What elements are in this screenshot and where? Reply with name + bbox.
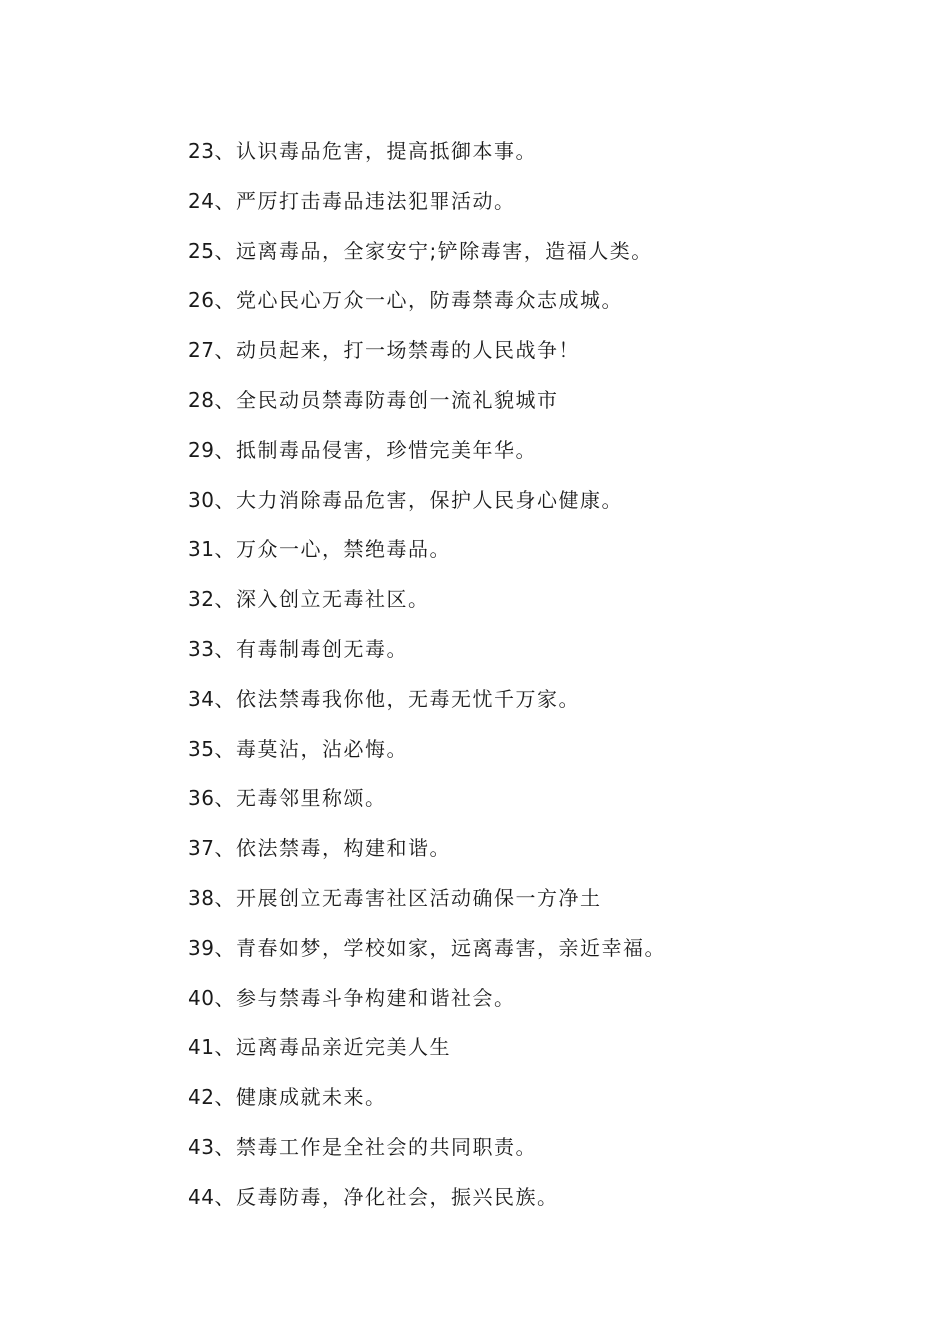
list-item [188, 184, 666, 234]
list-item [188, 1080, 666, 1130]
item-text: 党心民心万众一心，防毒禁毒众志成城。 [235, 288, 623, 313]
item-number: 30 [188, 487, 215, 512]
item-text: 动员起来，打一场禁毒的人民战争！ [235, 338, 580, 363]
item-text: 抵制毒品侵害，珍惜完美年华。 [235, 437, 537, 462]
item-text: 开展创立无毒害社区活动确保一方净土 [235, 885, 602, 910]
item-separator: 、 [214, 686, 236, 711]
item-number: 25 [188, 238, 215, 263]
item-text: 健康成就未来。 [235, 1085, 387, 1110]
item-number: 36 [188, 786, 215, 811]
item-number: 27 [188, 338, 215, 363]
item-number: 37 [188, 836, 215, 861]
item-text: 深入创立无毒社区。 [235, 587, 430, 612]
list-item [188, 931, 666, 981]
item-number: 38 [188, 885, 215, 910]
item-separator: 、 [214, 985, 236, 1010]
item-separator: 、 [214, 288, 236, 313]
item-text: 万众一心，禁绝毒品。 [235, 537, 451, 562]
item-text: 远离毒品，全家安宁;铲除毒害，造福人类。 [235, 238, 653, 263]
item-separator: 、 [214, 935, 236, 960]
item-separator: 、 [214, 1035, 236, 1060]
list-item [188, 283, 666, 333]
item-text: 参与禁毒斗争构建和谐社会。 [235, 985, 516, 1010]
item-number: 35 [188, 736, 215, 761]
item-separator: 、 [214, 636, 236, 661]
item-text: 远离毒品亲近完美人生 [235, 1035, 451, 1060]
item-separator: 、 [214, 786, 236, 811]
item-separator: 、 [214, 487, 236, 512]
item-text: 大力消除毒品危害，保护人民身心健康。 [235, 487, 623, 512]
item-separator: 、 [214, 387, 236, 412]
list-item [188, 732, 666, 782]
item-text: 反毒防毒，净化社会，振兴民族。 [235, 1184, 559, 1209]
item-separator: 、 [214, 1085, 236, 1110]
item-number: 33 [188, 636, 215, 661]
item-separator: 、 [214, 139, 236, 163]
item-number: 44 [188, 1184, 215, 1209]
item-number: 42 [188, 1085, 215, 1110]
item-separator: 、 [214, 537, 236, 562]
item-separator: 、 [214, 587, 236, 612]
item-separator: 、 [214, 736, 236, 761]
item-number: 41 [188, 1035, 215, 1060]
list-item [188, 632, 666, 682]
item-text: 严厉打击毒品违法犯罪活动。 [235, 188, 516, 213]
list-item [188, 1180, 666, 1230]
item-text: 全民动员禁毒防毒创一流礼貌城市 [235, 387, 559, 412]
item-number: 43 [188, 1134, 215, 1159]
list-item [188, 234, 666, 284]
list-item [188, 134, 666, 184]
list-item [188, 1030, 666, 1080]
list-item [188, 682, 666, 732]
item-number: 24 [188, 188, 215, 213]
item-separator: 、 [214, 238, 236, 263]
list-item [188, 881, 666, 931]
list-item [188, 1130, 666, 1180]
item-separator: 、 [214, 1134, 236, 1159]
item-text: 有毒制毒创无毒。 [235, 636, 408, 661]
item-number: 40 [188, 985, 215, 1010]
item-number: 39 [188, 935, 215, 960]
item-separator: 、 [214, 338, 236, 363]
item-number: 26 [188, 288, 215, 313]
list-item [188, 831, 666, 881]
item-text: 依法禁毒，构建和谐。 [235, 836, 451, 861]
item-number: 23 [188, 139, 215, 163]
item-separator: 、 [214, 836, 236, 861]
list-item [188, 582, 666, 632]
item-separator: 、 [214, 1184, 236, 1209]
list-item [188, 333, 666, 383]
item-number: 28 [188, 387, 215, 412]
item-separator: 、 [214, 188, 236, 213]
item-text: 依法禁毒我你他，无毒无忧千万家。 [235, 686, 580, 711]
list-item [188, 383, 666, 433]
item-separator: 、 [214, 437, 236, 462]
list-item [188, 433, 666, 483]
item-separator: 、 [214, 885, 236, 910]
list-item [188, 483, 666, 533]
item-text: 禁毒工作是全社会的共同职责。 [235, 1134, 537, 1159]
item-text: 无毒邻里称颂。 [235, 786, 387, 811]
item-number: 34 [188, 686, 215, 711]
item-number: 31 [188, 537, 215, 562]
list-item [188, 532, 666, 582]
slogan-list [188, 134, 666, 1230]
item-number: 29 [188, 437, 215, 462]
list-item [188, 981, 666, 1031]
list-item [188, 781, 666, 831]
item-text: 认识毒品危害，提高抵御本事。 [235, 139, 537, 163]
item-number: 32 [188, 587, 215, 612]
item-text: 毒莫沾，沾必悔。 [235, 736, 408, 761]
item-text: 青春如梦，学校如家，远离毒害，亲近幸福。 [235, 935, 666, 960]
